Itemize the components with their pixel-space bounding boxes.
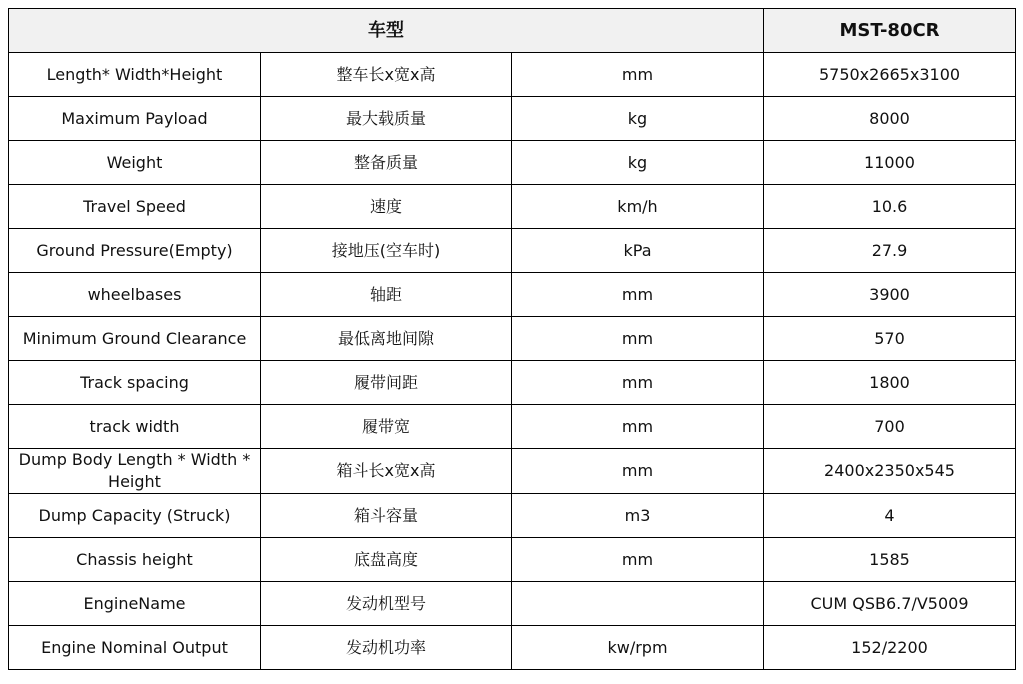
param-cn: 轴距 — [261, 273, 512, 317]
param-value: 11000 — [764, 141, 1016, 185]
param-unit: kg — [512, 97, 764, 141]
table-row — [9, 273, 1016, 317]
table-row — [9, 185, 1016, 229]
param-unit: mm — [512, 273, 764, 317]
model-label-cell: 车型 — [9, 9, 764, 53]
param-unit: mm — [512, 405, 764, 449]
param-en: Minimum Ground Clearance — [9, 317, 261, 361]
param-en: Travel Speed — [9, 185, 261, 229]
param-unit — [512, 582, 764, 626]
param-cn: 整备质量 — [261, 141, 512, 185]
param-en: Dump Capacity (Struck) — [9, 494, 261, 538]
param-value: 1800 — [764, 361, 1016, 405]
param-cn: 整车长x宽x高 — [261, 53, 512, 97]
table-row — [9, 317, 1016, 361]
param-unit: mm — [512, 361, 764, 405]
param-unit: m3 — [512, 494, 764, 538]
table-row — [9, 141, 1016, 185]
param-value: 27.9 — [764, 229, 1016, 273]
param-value: 570 — [764, 317, 1016, 361]
table-row — [9, 229, 1016, 273]
param-value: 152/2200 — [764, 626, 1016, 670]
param-value: 5750x2665x3100 — [764, 53, 1016, 97]
table-row — [9, 538, 1016, 582]
param-cn: 履带宽 — [261, 405, 512, 449]
param-value: CUM QSB6.7/V5009 — [764, 582, 1016, 626]
param-value: 4 — [764, 494, 1016, 538]
param-cn: 箱斗容量 — [261, 494, 512, 538]
table-row — [9, 626, 1016, 670]
table-row — [9, 361, 1016, 405]
table-row — [9, 97, 1016, 141]
param-en: Track spacing — [9, 361, 261, 405]
param-value: 3900 — [764, 273, 1016, 317]
table-row — [9, 405, 1016, 449]
param-unit: kg — [512, 141, 764, 185]
param-value: 700 — [764, 405, 1016, 449]
spec-table — [8, 8, 1016, 670]
param-cn: 底盘高度 — [261, 538, 512, 582]
param-value: 1585 — [764, 538, 1016, 582]
param-cn: 速度 — [261, 185, 512, 229]
param-cn: 箱斗长x宽x高 — [261, 449, 512, 494]
param-value: 8000 — [764, 97, 1016, 141]
param-en: Length* Width*Height — [9, 53, 261, 97]
table-row — [9, 582, 1016, 626]
param-value: 10.6 — [764, 185, 1016, 229]
param-cn: 接地压(空车时) — [261, 229, 512, 273]
param-unit: kPa — [512, 229, 764, 273]
param-unit: mm — [512, 449, 764, 494]
param-unit: km/h — [512, 185, 764, 229]
param-en: EngineName — [9, 582, 261, 626]
table-row — [9, 494, 1016, 538]
param-en: Weight — [9, 141, 261, 185]
table-row — [9, 53, 1016, 97]
param-en: track width — [9, 405, 261, 449]
param-value: 2400x2350x545 — [764, 449, 1016, 494]
param-en: wheelbases — [9, 273, 261, 317]
param-cn: 履带间距 — [261, 361, 512, 405]
param-en: Ground Pressure(Empty) — [9, 229, 261, 273]
param-unit: mm — [512, 317, 764, 361]
param-cn: 发动机功率 — [261, 626, 512, 670]
param-cn: 发动机型号 — [261, 582, 512, 626]
param-unit: kw/rpm — [512, 626, 764, 670]
model-value-cell: MST-80CR — [764, 9, 1016, 53]
param-en: Maximum Payload — [9, 97, 261, 141]
param-cn: 最大载质量 — [261, 97, 512, 141]
header-row — [9, 9, 1016, 53]
param-unit: mm — [512, 538, 764, 582]
param-en: Dump Body Length * Width * Height — [9, 449, 261, 494]
param-cn: 最低离地间隙 — [261, 317, 512, 361]
param-en: Engine Nominal Output — [9, 626, 261, 670]
param-en: Chassis height — [9, 538, 261, 582]
param-unit: mm — [512, 53, 764, 97]
table-row — [9, 449, 1016, 494]
